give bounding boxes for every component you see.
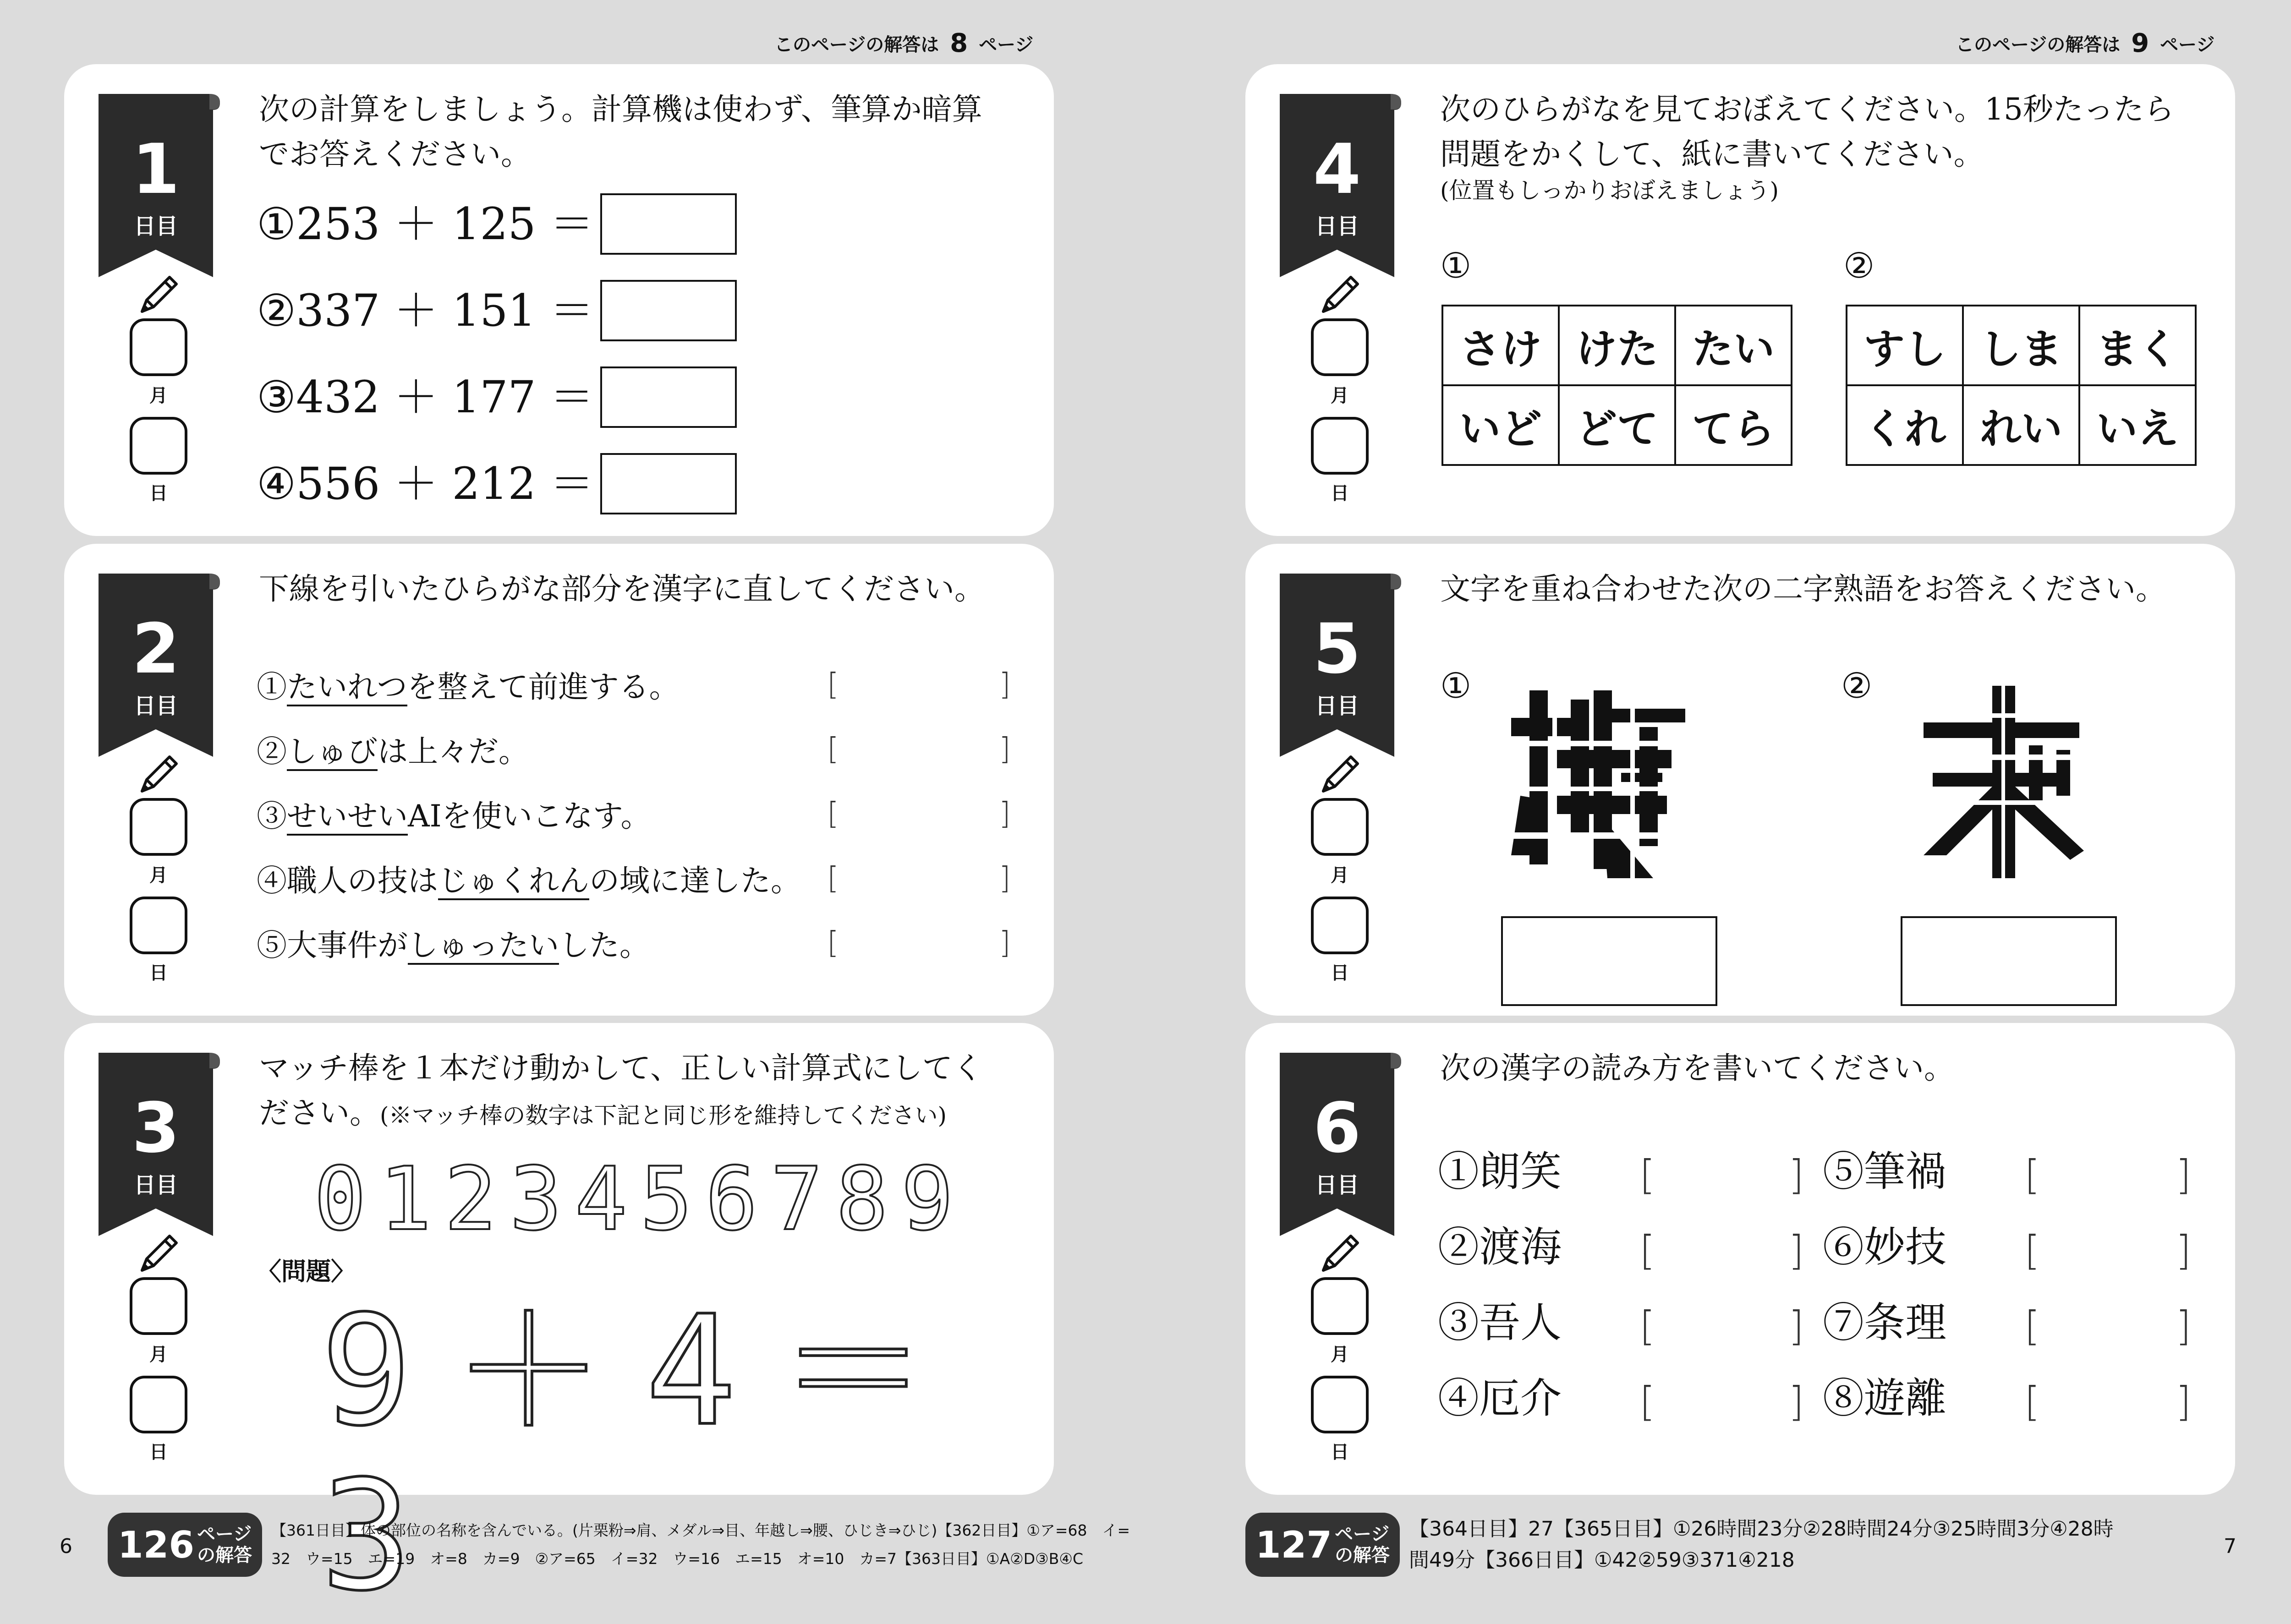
answer-text — [1409, 1514, 2114, 1576]
hiragana-cell: てら — [1675, 385, 1792, 465]
answer-page-reference — [1956, 28, 2214, 58]
date-label: 日 — [149, 962, 168, 984]
pencil-icon — [133, 750, 183, 800]
day-label: 日目 — [133, 1172, 178, 1198]
month-label: 月 — [1331, 385, 1349, 406]
question-label: ② — [1841, 665, 1873, 706]
question-prompt — [259, 1046, 983, 1138]
answer-ref-suffix: ページ — [979, 34, 1034, 55]
answer-bracket-open: [ — [2024, 1302, 2040, 1350]
hiragana-cell: いえ — [2079, 385, 2196, 465]
underlined-hiragana: せいせい — [287, 798, 408, 836]
date-label: 日 — [149, 483, 168, 504]
month-input-box[interactable] — [1311, 1277, 1369, 1335]
kanji-item: ⑦条理 — [1823, 1299, 1946, 1347]
matchstick-problem-equation: 9＋4＝3 — [321, 1283, 970, 1624]
answer-bracket-open: [ — [2024, 1378, 2040, 1425]
date-input-box[interactable] — [130, 897, 187, 954]
day-number: 1 — [132, 130, 180, 209]
answer-bracket-close: ] — [1788, 1227, 1804, 1274]
day-ribbon — [89, 1048, 227, 1241]
day-label: 日目 — [133, 213, 178, 239]
underlined-hiragana: たいれつ — [287, 669, 407, 706]
equation-row — [257, 366, 737, 428]
day-ribbon — [1271, 89, 1408, 282]
day-ribbon — [89, 569, 227, 761]
right-page — [1149, 0, 2291, 1622]
answer-bracket-close: ] — [999, 731, 1011, 766]
answers-footer — [1245, 1513, 2114, 1577]
question-item — [257, 927, 650, 964]
hiragana-cell: どて — [1559, 385, 1675, 465]
hiragana-cell: しま — [1963, 306, 2079, 385]
day5-card — [1245, 544, 2235, 1016]
date-input-box[interactable] — [130, 1376, 187, 1433]
day-ribbon — [89, 89, 227, 282]
month-label: 月 — [149, 865, 168, 886]
answer-bracket-open: [ — [2024, 1151, 2040, 1198]
item-text: を整えて前進する。 — [407, 669, 680, 705]
hiragana-cell: くれ — [1847, 385, 1963, 465]
prompt-line: でお答えください。 — [259, 137, 531, 172]
answer-bracket-open: [ — [827, 731, 839, 766]
month-input-box[interactable] — [130, 1277, 187, 1335]
month-label: 月 — [1331, 1344, 1349, 1365]
month-input-box[interactable] — [130, 798, 187, 856]
month-input-box[interactable] — [1311, 798, 1369, 856]
day-number: 2 — [132, 609, 180, 689]
answer-badge-text: ページ — [197, 1524, 252, 1545]
month-label: 月 — [149, 385, 168, 406]
answer-bracket-open: [ — [1639, 1227, 1655, 1274]
answer-badge-number: 127 — [1255, 1523, 1332, 1566]
question-prompt — [1440, 1046, 1954, 1091]
question-prompt — [259, 87, 982, 177]
answer-box[interactable] — [1901, 916, 2117, 1006]
day-number: 6 — [1313, 1088, 1361, 1168]
overlapped-kanji-image-2 — [1905, 681, 2098, 883]
equation-row — [257, 280, 737, 341]
date-label: 日 — [1331, 962, 1349, 984]
answer-text — [271, 1516, 1130, 1573]
day-number: 5 — [1313, 609, 1361, 689]
date-input-box[interactable] — [130, 417, 187, 475]
prompt-note: (位置もしっかりおぼえましょう) — [1440, 177, 1779, 204]
day-label: 日目 — [1315, 213, 1359, 239]
answers-footer — [108, 1513, 1130, 1577]
item-text: AIを使いこなす。 — [408, 798, 651, 834]
item-text: ⑤大事件が — [257, 928, 408, 963]
day1-card — [64, 64, 1054, 536]
hiragana-cell: けた — [1559, 306, 1675, 385]
prompt-line: 下線を引いたひらがな部分を漢字に直してください。 — [259, 571, 985, 607]
question-item — [257, 669, 680, 705]
hiragana-grid-1 — [1441, 305, 1792, 466]
answer-badge-text: の解答 — [1335, 1545, 1390, 1566]
answer-bracket-close: ] — [2176, 1302, 2192, 1350]
item-text: は上々だ。 — [378, 734, 529, 769]
equation-row — [257, 193, 737, 255]
answer-bracket-close: ] — [2176, 1227, 2192, 1274]
equation-text: ③432 ＋ 177 ＝ — [257, 372, 594, 423]
day-label: 日目 — [133, 693, 178, 719]
prompt-line: 次の漢字の読み方を書いてください。 — [1440, 1050, 1954, 1086]
pencil-icon — [1314, 270, 1365, 321]
question-item — [257, 733, 529, 770]
day-label: 日目 — [1315, 1172, 1359, 1198]
answer-ref-prefix: このページの解答は — [774, 34, 939, 55]
answer-ref-suffix: ページ — [2160, 34, 2215, 55]
hiragana-cell: れい — [1963, 385, 2079, 465]
overlapped-kanji-image-1 — [1502, 681, 1694, 883]
answer-bracket-close: ] — [999, 796, 1011, 831]
prompt-line: 次のひらがなを見ておぼえてください。15秒たったら — [1440, 92, 2174, 127]
answer-badge-text: の解答 — [197, 1545, 252, 1566]
answer-bracket-open: [ — [2024, 1227, 2040, 1274]
answer-box[interactable] — [600, 193, 737, 255]
month-input-box[interactable] — [130, 318, 187, 376]
answer-bracket-close: ] — [1788, 1151, 1804, 1198]
answer-badge-text: ページ — [1335, 1524, 1390, 1545]
hiragana-grid-2 — [1846, 305, 2197, 466]
kanji-item: ⑤筆禍 — [1823, 1148, 1946, 1196]
date-label: 日 — [1331, 1442, 1349, 1463]
answer-badge — [108, 1513, 262, 1577]
pencil-icon — [1314, 1229, 1365, 1280]
answer-bracket-open: [ — [827, 796, 839, 831]
answer-bracket-close: ] — [999, 667, 1011, 702]
item-text: ③ — [257, 798, 287, 834]
answer-line: 【361日目】体の部位の名称を含んでいる。(片栗粉⇒肩、メダル⇒目、年越し⇒腰、ひじき⇒ひじ)【362日目】①ア=68 イ= — [271, 1521, 1130, 1539]
kanji-item: ⑧遊離 — [1823, 1374, 1946, 1422]
day4-card — [1245, 64, 2235, 536]
month-label: 月 — [149, 1344, 168, 1365]
underlined-hiragana: しゅったい — [408, 928, 559, 965]
answer-ref-prefix: このページの解答は — [1956, 34, 2121, 55]
answer-box[interactable] — [600, 280, 737, 341]
question-prompt — [1440, 567, 2166, 612]
pencil-icon — [1314, 750, 1365, 800]
prompt-note: (※マッチ棒の数字は下記と同じ形を維持してください) — [380, 1102, 947, 1129]
prompt-line: ださい。 — [259, 1095, 380, 1131]
prompt-line: 次の計算をしましょう。計算機は使わず、筆算か暗算 — [259, 92, 982, 127]
day-number: 4 — [1313, 130, 1361, 209]
day-label: 日目 — [1315, 693, 1359, 719]
question-prompt — [1440, 87, 2174, 204]
answer-bracket-open: [ — [827, 925, 839, 960]
date-label: 日 — [149, 1442, 168, 1463]
hiragana-cell: いど — [1442, 385, 1559, 465]
hiragana-cell: まく — [2079, 306, 2196, 385]
question-item — [257, 798, 651, 835]
answer-line: 間49分【366日目】①42②59③371④218 — [1409, 1548, 1795, 1572]
hiragana-cell: さけ — [1442, 306, 1559, 385]
answer-badge-number: 126 — [118, 1523, 194, 1566]
answer-badge — [1245, 1513, 1400, 1577]
answer-line: 32 ウ=15 エ=19 オ=8 カ=9 ②ア=65 イ=32 ウ=16 エ=15 オ=10 カ=7【363日目】①A②D③B④C — [271, 1550, 1083, 1568]
kanji-item: ④厄介 — [1438, 1374, 1562, 1422]
item-text: ② — [257, 734, 287, 769]
hiragana-cell: たい — [1675, 306, 1792, 385]
prompt-line: 問題をかくして、紙に書いてください。 — [1440, 137, 1984, 172]
date-input-box[interactable] — [1311, 1376, 1369, 1433]
day6-card — [1245, 1023, 2235, 1495]
problem-label: 〈問題〉 — [257, 1257, 356, 1286]
kanji-item: ③吾人 — [1438, 1299, 1562, 1347]
answer-bracket-open: [ — [1639, 1378, 1655, 1425]
date-input-box[interactable] — [1311, 897, 1369, 954]
page-number: 7 — [2224, 1535, 2236, 1558]
prompt-line: 文字を重ね合わせた次の二字熟語をお答えください。 — [1440, 571, 2166, 607]
kanji-item: ②渡海 — [1438, 1223, 1562, 1271]
underlined-hiragana: しゅび — [287, 734, 378, 771]
answer-bracket-close: ] — [1788, 1378, 1804, 1425]
day-ribbon — [1271, 569, 1408, 761]
item-text: の域に達した。 — [589, 863, 801, 898]
answer-bracket-close: ] — [2176, 1378, 2192, 1425]
prompt-line: マッチ棒を１本だけ動かして、正しい計算式にしてく — [259, 1050, 983, 1086]
item-text: した。 — [559, 928, 650, 963]
page-number: 6 — [60, 1535, 72, 1558]
question-label: ① — [1440, 665, 1472, 706]
item-text: ④職人の技は — [257, 863, 438, 898]
date-label: 日 — [1331, 483, 1349, 504]
equation-text: ④556 ＋ 212 ＝ — [257, 458, 594, 509]
answer-box[interactable] — [1501, 916, 1717, 1006]
grid-label: ② — [1843, 245, 1875, 286]
answer-ref-page: 9 — [2131, 28, 2149, 58]
answer-bracket-open: [ — [827, 860, 839, 896]
answer-box[interactable] — [600, 366, 737, 428]
underlined-hiragana: じゅくれん — [438, 863, 589, 900]
answer-bracket-open: [ — [1639, 1302, 1655, 1350]
month-input-box[interactable] — [1311, 318, 1369, 376]
answer-page-reference — [774, 28, 1033, 58]
answer-line: 【364日目】27【365日目】①26時間23分②28時間24分③25時間3分④28時 — [1409, 1517, 2114, 1541]
item-text: ① — [257, 669, 287, 705]
kanji-item: ①朗笑 — [1438, 1148, 1562, 1196]
answer-ref-page: 8 — [950, 28, 968, 58]
grid-label: ① — [1440, 245, 1472, 286]
answer-bracket-close: ] — [2176, 1151, 2192, 1198]
question-prompt — [259, 567, 985, 612]
answer-bracket-open: [ — [1639, 1151, 1655, 1198]
day-ribbon — [1271, 1048, 1408, 1241]
answer-box[interactable] — [600, 453, 737, 514]
equation-text: ②337 ＋ 151 ＝ — [257, 285, 594, 336]
matchstick-digits-reference: 0123456789 — [314, 1148, 966, 1250]
answer-bracket-close: ] — [1788, 1302, 1804, 1350]
hiragana-cell: すし — [1847, 306, 1963, 385]
question-item — [257, 863, 801, 899]
pencil-icon — [133, 270, 183, 321]
answer-bracket-close: ] — [999, 860, 1011, 896]
answer-bracket-open: [ — [827, 667, 839, 702]
kanji-item: ⑥妙技 — [1823, 1223, 1946, 1271]
day-number: 3 — [132, 1088, 180, 1168]
date-input-box[interactable] — [1311, 417, 1369, 475]
equation-text: ①253 ＋ 125 ＝ — [257, 198, 594, 250]
equation-row — [257, 453, 737, 514]
day2-card — [64, 544, 1054, 1016]
month-label: 月 — [1331, 865, 1349, 886]
answer-bracket-close: ] — [999, 925, 1011, 960]
pencil-icon — [133, 1229, 183, 1280]
